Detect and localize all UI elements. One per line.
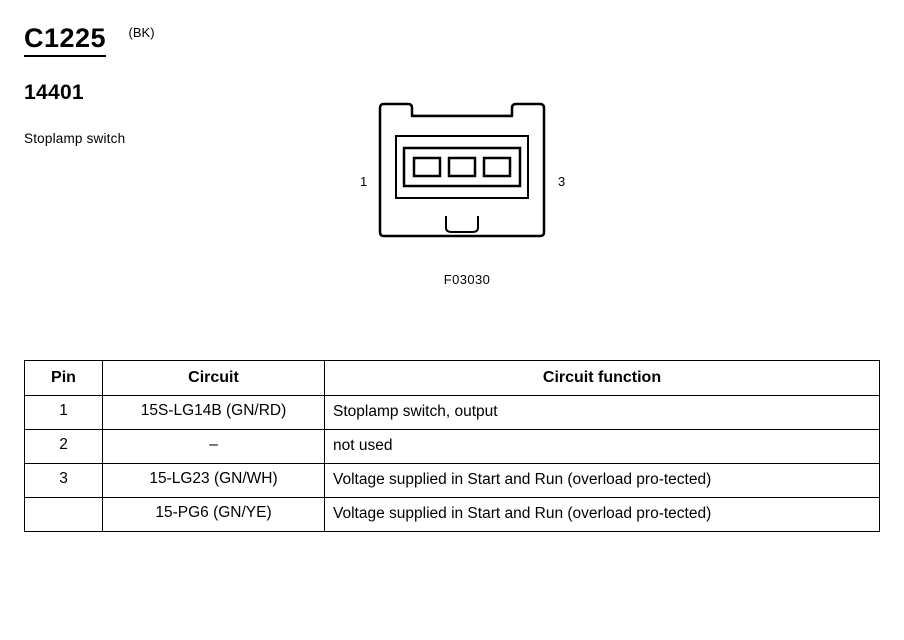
column-header-circuit-function: Circuit function bbox=[325, 361, 880, 396]
connector-id: C1225 bbox=[24, 24, 106, 57]
pin-label-right: 3 bbox=[558, 174, 566, 189]
table-row bbox=[25, 497, 880, 531]
cell-circuit-function-text: not used bbox=[333, 436, 393, 454]
cell-circuit: 15-PG6 (GN/YE) bbox=[103, 497, 325, 531]
cell-pin: 3 bbox=[25, 463, 103, 497]
figure-code: F03030 bbox=[443, 272, 491, 287]
cell-pin: 2 bbox=[25, 429, 103, 463]
connector-figure bbox=[352, 96, 582, 296]
cell-circuit-function bbox=[325, 429, 880, 463]
table-row bbox=[25, 429, 880, 463]
column-header-pin: Pin bbox=[25, 361, 103, 396]
cell-circuit-function bbox=[325, 463, 880, 497]
connector-illustration bbox=[352, 96, 582, 266]
cell-circuit-function bbox=[325, 396, 880, 430]
cell-circuit: 15S-LG14B (GN/RD) bbox=[103, 396, 325, 430]
pin-label-left: 1 bbox=[360, 174, 368, 189]
table-row bbox=[25, 396, 880, 430]
cell-pin bbox=[25, 497, 103, 531]
cell-circuit: 15-LG23 (GN/WH) bbox=[103, 463, 325, 497]
connector-description: Stoplamp switch bbox=[24, 131, 126, 147]
cell-circuit-function-text: Voltage supplied in Start and Run (overload pro-tected) bbox=[333, 470, 712, 488]
table-row bbox=[25, 463, 880, 497]
column-header-circuit: Circuit bbox=[103, 361, 325, 396]
connector-header bbox=[24, 24, 344, 146]
connector-color-code: (BK) bbox=[128, 25, 155, 40]
table-header-row bbox=[25, 361, 880, 396]
cell-circuit-function-text: Stoplamp switch, output bbox=[333, 403, 498, 420]
connector-part-number: 14401 bbox=[24, 81, 84, 105]
cell-circuit-function bbox=[325, 497, 880, 531]
cell-circuit: – bbox=[103, 429, 325, 463]
cell-pin: 1 bbox=[25, 396, 103, 430]
cell-circuit-function-text: Voltage supplied in Start and Run (overload pro-tected) bbox=[333, 504, 712, 522]
pin-assignment-table bbox=[24, 360, 880, 532]
